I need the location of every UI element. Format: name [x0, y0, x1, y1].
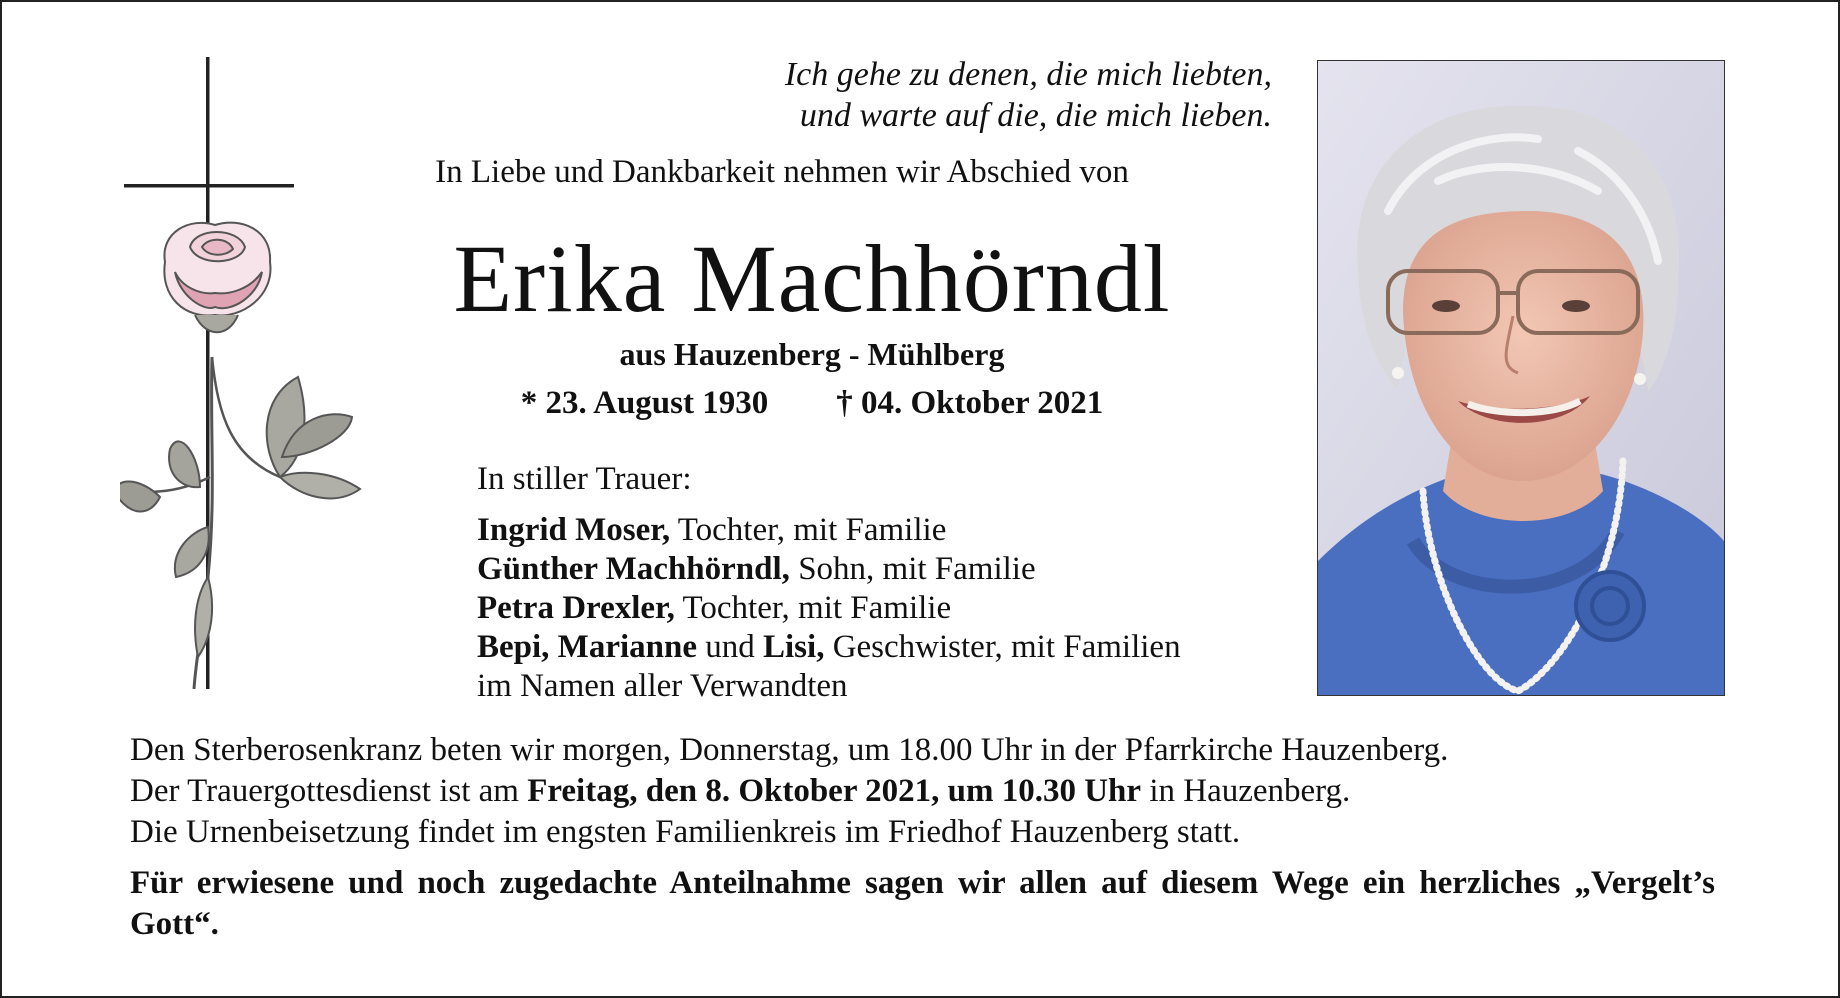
mourner-relation: Tochter, mit Familie — [674, 590, 952, 626]
mourner-entry — [477, 550, 1297, 589]
sibling-relation: Geschwister, mit Familien — [824, 629, 1181, 665]
funeral-service-info — [130, 771, 1750, 812]
motto-line-2: und warte auf die, die mich lieben. — [799, 97, 1272, 134]
mourner-relation: Sohn, mit Familie — [789, 551, 1036, 587]
mourner-name: Petra Drexler, — [477, 590, 675, 626]
sibling-names: Bepi, Marianne — [477, 629, 697, 665]
service-notice — [130, 730, 1750, 853]
death-date: † 04. Oktober 2021 — [836, 385, 1104, 421]
intro-line: In Liebe und Dankbarkeit nehmen wir Abschied von — [435, 154, 1129, 190]
mourner-name: Günther Machhörndl, — [477, 551, 790, 587]
thanks-note: Für erwiesene und noch zugedachte Anteilnahme sagen wir allen auf diesem Wege ein herzliches „Vergelt’s Gott“. — [130, 865, 1715, 942]
mourner-entry — [477, 511, 1297, 550]
mourner-relation: Tochter, mit Familie — [670, 512, 947, 548]
mourners-heading: In stiller Trauer: — [477, 461, 692, 497]
funeral-service-place: in Hauzenberg. — [1141, 773, 1351, 809]
cross-with-rose-icon — [120, 57, 375, 697]
birth-date: * 23. August 1930 — [520, 385, 769, 421]
deceased-origin: aus Hauzenberg - Mühlberg — [619, 336, 1005, 372]
motto-line-1: Ich gehe zu denen, die mich liebten, — [784, 56, 1272, 93]
sibling-conjunction: und — [697, 629, 763, 665]
portrait-illustration — [1318, 61, 1724, 695]
funeral-service-date: Freitag, den 8. Oktober 2021, um 10.30 Uhr — [527, 773, 1142, 809]
motto-quote — [702, 54, 1272, 136]
urn-burial-info: Die Urnenbeisetzung findet im engsten Familienkreis im Friedhof Hauzenberg statt. — [130, 814, 1241, 850]
mourners-list — [477, 460, 1297, 706]
mourner-name: Ingrid Moser, — [477, 512, 671, 548]
deceased-name: Erika Machhörndl — [453, 225, 1171, 332]
portrait-photo — [1317, 60, 1725, 696]
rosary-info: Den Sterberosenkranz beten wir morgen, Donnerstag, um 18.00 Uhr in der Pfarrkirche Hauzenberg. — [130, 732, 1449, 768]
life-dates — [362, 382, 1262, 424]
mourners-closing: im Namen aller Verwandten — [477, 668, 848, 704]
mourner-entry-siblings — [477, 628, 1297, 667]
mourner-entry — [477, 589, 1297, 628]
sibling-name-last: Lisi, — [763, 629, 825, 665]
funeral-service-intro: Der Trauergottesdienst ist am — [130, 773, 528, 809]
